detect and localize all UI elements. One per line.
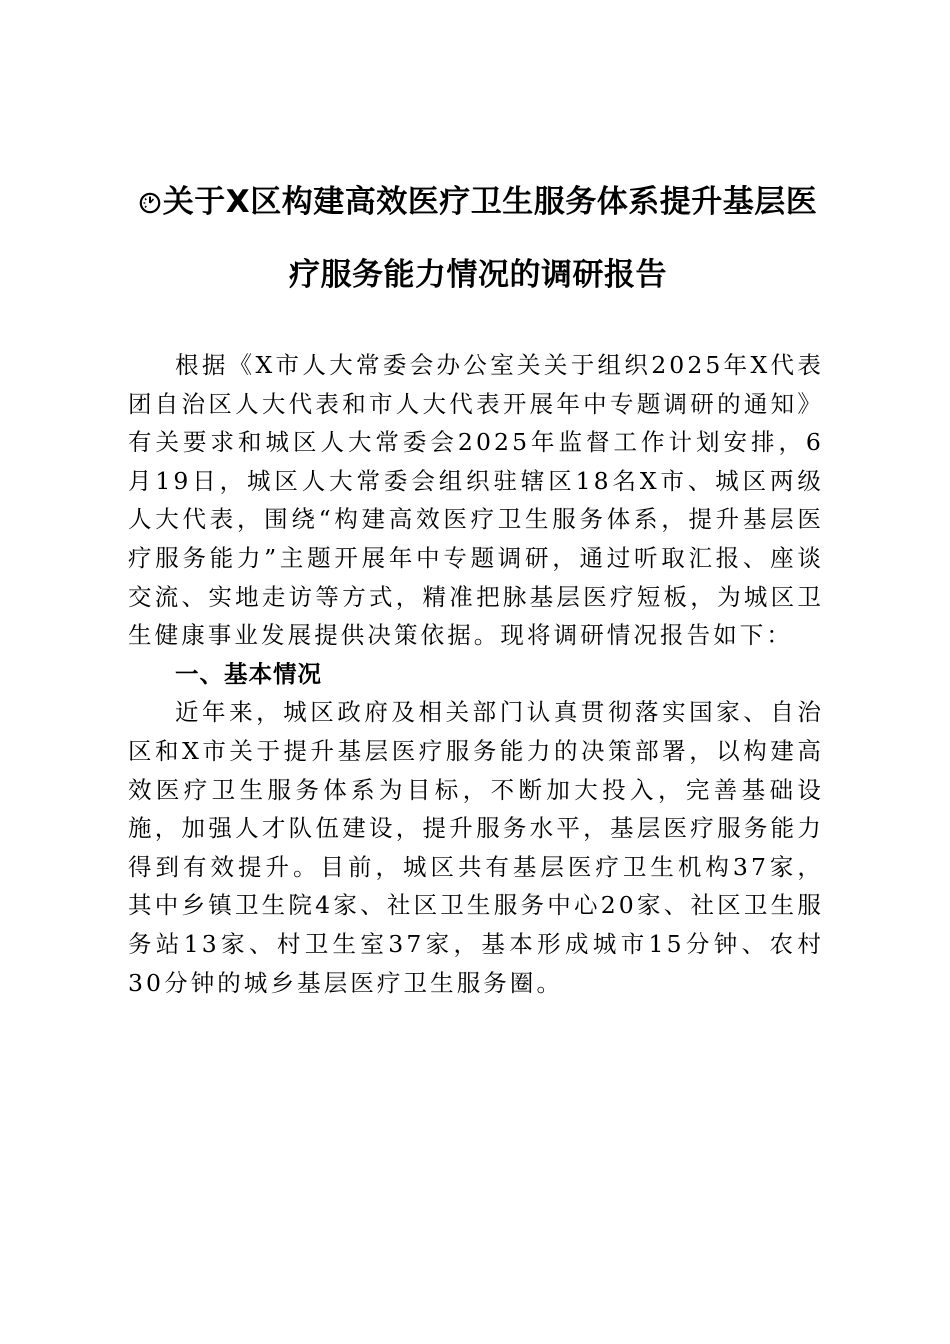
title-line-1: 关于X区构建高效医疗卫生服务体系提升基层医 xyxy=(162,184,818,220)
title-line-2: 疗服务能力情况的调研报告 xyxy=(289,257,667,293)
intro-paragraph: 根据《X市人大常委会办公室关关于组织2025年X代表团自治区人大代表和市人大代表开展年中专题调研的通知》有关要求和城区人大常委会2025年监督工作计划安排，6月19日，城区人大常委会组织驻辖区18名X市、城区两级人大代表，围绕“构建高效医疗卫生服务体系，提升基层医疗服务能力”主题开展年中专题调研，通过听取汇报、座谈交流、实地走访等方式，精准把脉基层医疗短板，为城区卫生健康事业发展提供决策依据。现将调研情况报告如下： xyxy=(128,351,824,650)
basic-situation-paragraph: 近年来，城区政府及相关部门认真贯彻落实国家、自治区和X市关于提升基层医疗服务能力的决策部署，以构建高效医疗卫生服务体系为目标，不断加大投入，完善基础设施，加强人才队伍建设，提升服务水平，基层医疗服务能力得到有效提升。目前，城区共有基层医疗卫生机构37家，其中乡镇卫生院4家、社区卫生服务中心20家、社区卫生服务站13家、村卫生室37家，基本形成城市15分钟、农村30分钟的城乡基层医疗卫生服务圈。 xyxy=(128,698,824,997)
document-body xyxy=(128,346,824,1002)
document-title xyxy=(128,166,828,312)
clock-icon xyxy=(139,168,161,190)
section-heading-basic-situation: 一、基本情况 xyxy=(175,659,322,688)
